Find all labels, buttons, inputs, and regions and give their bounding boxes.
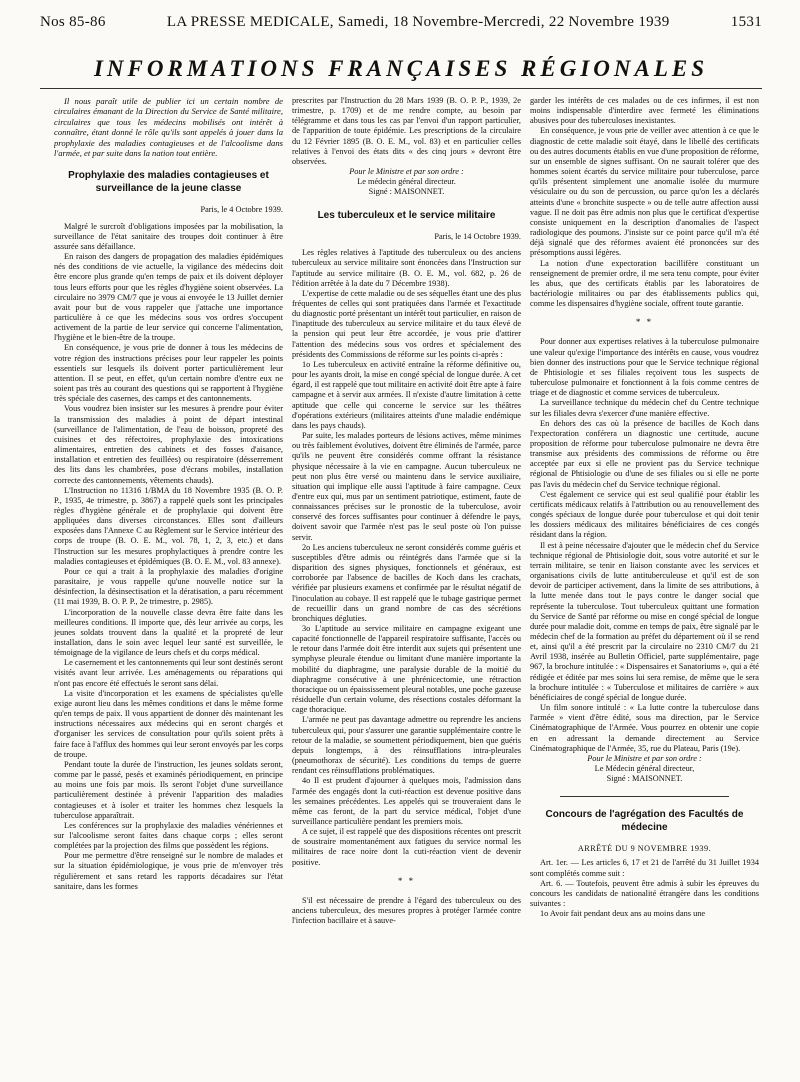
paragraph: Les conférences sur la prophylaxie des maladies vénériennes et sur l'alcoolisme seront faites dans chaque corps ; elles seront complétées par la projection des films que possèdent les régions. <box>54 820 283 851</box>
section-heading: INFORMATIONS FRANÇAISES RÉGIONALES <box>40 56 762 89</box>
paragraph: Par suite, les malades porteurs de lésions actives, même minimes ou très faiblement évolutives, doivent être éliminés de l'armée, parce qu'ils ne peuvent être considérés comme offrant la résistance physique nécessaire à la vie en campagne. Aucun tuberculeux ne peut non plus être versé ou maintenu dans le service auxiliaire, situation qui implique elle aussi l'aptitude à faire campagne. Ceux d'entre eux qui, mus par un sentiment patriotique, estiment, faute de connaissances précises sur le pronostic de la tuberculose, avoir conservé des forces suffisantes pour continuer à défendre le pays, doivent savoir que l'armée n'est pas le seul poste où l'on puisse servir. <box>292 431 521 542</box>
paragraph: Un film sonore intitulé : « La lutte contre la tuberculose dans l'armée » vient d'être édité, sous ma direction, par le Service Cinématographique de l'Armée. Vous pourrez en obtenir une copie en en adressant la demande directement au Service Cinématographique de l'Armée, 35, rue du Plateau, Paris (19e). <box>530 703 759 753</box>
paragraph: 4o Il est prudent d'ajourner à quelques mois, l'admission dans l'armée des engagés dont la cuti-réaction est devenue positive dans les semaines précédentes. Les appelés qui se trouveraient dans le même cas feront, de la part du service médical, l'objet d'une surveillance particulière pendant les premiers mois. <box>292 776 521 826</box>
dateline: Paris, le 14 Octobre 1939. <box>434 232 521 242</box>
paragraph: Pour me permettre d'être renseigné sur le nombre de malades et sur la situation épidémiologique, je vous prie de m'envoyer très régulièrement et sans retard les rapports décadaires sur l'état sanitaire, dans les formes <box>54 851 283 891</box>
paragraph: 1o Avoir fait pendant deux ans au moins dans une <box>540 909 706 919</box>
issue-number: Nos 85-86 <box>40 14 106 30</box>
paragraph: Pendant toute la durée de l'instruction, les jeunes soldats seront, comme par le passé, pesés et examinés périodiquement, en principe au moins une fois par mois. Ils seront l'objet d'une surveillance particulièrement destinée à prévenir l'apparition des maladies contagieuses et à isoler et traiter les hommes chez lesquels la tuberculose apparaîtrait. <box>54 759 283 820</box>
signature-name: Signé : MAISONNET. <box>606 774 683 784</box>
paragraph: garder les intérêts de ces malades ou de ces infirmes, il est non moins indispensable d'interdire avec fermeté les éliminations abusives pour des tuberculoses inexistantes. <box>530 96 759 126</box>
paragraph: Vous voudrez bien insister sur les mesures à prendre pour éviter la transmission des maladies à point de départ intestinal (surveillance de l'alimentation, de l'eau de boisson, propreté des cuisines et des réfectoires, prophylaxie des intoxications alimentaires, entretien des cabinets et des fosses d'aisance, installation et entretien des feuillées) ou respiratoire (désserrement des lits dans les chambrées, pose d'écrans mobiles, installation correcte des cantonnements, vêtements chauds). <box>54 404 283 485</box>
paragraph: Malgré le surcroît d'obligations imposées par la mobilisation, la surveillance de l'état sanitaire des troupes doit continuer à être assurée sans défaillance. <box>54 221 283 251</box>
paragraph: La visite d'incorporation et les examens de spécialistes qu'elle exige auront lieu dans les mêmes conditions et dans le même forme qu'en temps de paix. Il vous appartient de donner dès maintenant les instructions nécessaires aux médecins qui en seront chargés et d'organiser les services de consultation pour qu'ils soient prêts à faire face à l'afflux des hommes qui leur seront envoyés par les corps de troupe. <box>54 688 283 759</box>
page-header <box>40 14 762 38</box>
divider <box>560 796 729 797</box>
paragraph: Art. 6. — Toutefois, peuvent être admis à subir les épreuves du concours les candidats de nationalité étrangère dans les conditions suivantes : <box>530 878 759 909</box>
column-1 <box>54 96 283 1071</box>
article-title-concours: Concours de l'agrégation des Facultés de médecine <box>545 809 744 833</box>
page-number: 1531 <box>730 14 762 30</box>
paragraph: Art. 1er. — Les articles 6, 17 et 21 de l'arrêté du 31 Juillet 1934 sont complétés comme suit : <box>530 858 759 878</box>
paragraph: L'expertise de cette maladie ou de ses séquelles étant une des plus fréquentes de celles qui sont pratiquées dans l'armée et l'exactitude du diagnostic porté présentant un intérêt tout particulier, en raison de l'inaptitude des tuberculeux au service militaire et du taux élevé de la pension qui peut leur être accordée, je vous prie d'attirer l'attention des médecins sous vos ordres et spécialement des présidents des Commissions de réforme sur les points ci-après : <box>292 288 521 359</box>
dateline: Paris, le 4 Octobre 1939. <box>200 205 283 215</box>
signature-line: Pour le Ministre et par son ordre : <box>587 753 702 763</box>
article-title-tuberculeux: Les tuberculeux et le service militaire <box>317 209 496 221</box>
paragraph: 3o L'aptitude au service militaire en campagne exigeant une capacité fonctionnelle de l'appareil respiratoire suffisante, l'accès ou le retour dans l'armée doit être interdit aux sujets qui présentent une symphyse pleurale étendue ou limitant d'une manière importante la mobilité du diaphragme, une paralysie durable de la moitié du diaphragme consécutive à une phrénicectomie, une rétraction thoracique ou un épaississement pleural notables, une poche gazeuse résiduelle d'un certain volume, des résections costales déformant la cage thoracique. <box>292 624 521 715</box>
paragraph: En conséquence, je vous prie de veiller avec attention à ce que le diagnostic de cette maladie soit étayé, dans le libellé des certificats ou des autres documents établis en vue d'une proposition de réforme, sur un ensemble de signes suffisant. On ne saurait tolérer que des hommes soient écartés du service militaire pour tuberculose, parce qu'ils présentent simplement une anomalie isolée du murmure vésiculaire ou du son de percussion, ou parce qu'on les a déclarés atteints d'une « bronchite suspecte » ou de telle autre affection aussi vague. Il ne doit pas être admis non plus que le certificat d'expertise consiste uniquement en la description d'anomalies de l'aspect radiologique des poumons. J'insiste sur ce point parce qu'il m'a été déjà signalé que des réformes avaient été prononcées sur des présomptions aussi légères. <box>530 126 759 258</box>
paragraph: Pour ce qui a trait à la prophylaxie des maladies d'origine parasitaire, je vous rappelle qu'une nouvelle notice sur la désinfection, la désinsectisation et la dératisation, a paru récemment (11 mai 1939, B. O. P. P., 2e trimestre, p. 2985). <box>54 566 283 607</box>
signature-line: Pour le Ministre et par son ordre : <box>349 167 464 177</box>
paragraph: La surveillance technique du médecin chef du Centre technique sur les filiales devra s'exercer d'une manière effective. <box>530 398 759 418</box>
signature-line: Le médecin général directeur. <box>357 177 456 187</box>
paragraph: prescrites par l'Instruction du 28 Mars 1939 (B. O. P. P., 1939, 2e trimestre, p. 1709) et de me rendre compte, au besoin par télégramme et dans tous les cas par l'envoi d'un rapport particulier, de l'apparition de toute épidémie. Les prescriptions de la circulaire du 12 Février 1895 (B. O. E. M., vol. 83) et en particulier celles relatives à l'envoi des états dits « des cinq jours » devront être observées. <box>292 96 521 166</box>
paragraph: 2o Les anciens tuberculeux ne seront considérés comme guéris et susceptibles d'être admis ou réintégrés dans l'armée que si la disparition des signes physiques, fonctionnels et généraux, est corroborée par l'absence de bacilles de Koch dans les crachats, vérifiée par plusieurs examens et confirmée par le résultat négatif de l'inoculation au cobaye. Il est rappelé que le tubage gastrique permet de recueillir dans un grand nombre de cas des sécrétions bronchiques dégluties. <box>292 542 521 623</box>
signature-line: Le Médecin général directeur, <box>594 764 695 773</box>
paragraph: S'il est nécessaire de prendre à l'égard des tuberculeux ou des anciens tuberculeux, des mesures propres à protéger l'armée contre l'infection bacillaire et à sauve- <box>292 895 521 926</box>
paragraph: L'armée ne peut pas davantage admettre ou reprendre les anciens tuberculeux qui, pour s'assurer une garantie supplémentaire contre le retour de la maladie, se soumettent périodiquement, bien que guéris depuis longtemps, à des réinsufflations intra-pleurales (pneumothorax de sécurité). Les conditions du temps de guerre rendant ces réinsufflations problématiques. <box>292 715 521 776</box>
paragraph: Il est à peine nécessaire d'ajouter que le médecin chef du Service technique régional de Phtisiologie doit, sous votre autorité et sur le terrain militaire, se tenir en liaison constante avec les services et organisations civils de lutte antituberculeuse et qu'il est de son devoir de participer activement, dans la limite de ses attributions, à la lutte menée dans tout le pays contre le danger social que représente la tuberculose. Tout tuberculeux quittant une formation du Service de Santé par réforme ou mise en congé spécial de longue durée pour maladie doit, comme en temps de paix, être signalé par le médecin chef de la formation au préfet du département où il se rend et, ainsi qu'il a été prescrit par la circulaire no 2310 CM/7 du 21 Avril 1938, insérée au Bulletin Officiel, parte supplémentaire, page 967, la brochure intitulée : « Dispensaires et Sanatoriums », qui a été rédigée et éditée par mes soins lui sera remise, de même que le sera la brochure intitulée : « Tuberculose et militaires de carrière » aux bénéficiaires de congé spécial de longue durée. <box>530 540 759 702</box>
signature-name: Signé : MAISONNET. <box>368 187 445 197</box>
paragraph: Les règles relatives à l'aptitude des tuberculeux ou des anciens tuberculeux au service militaire sont énoncées dans l'Instruction sur l'aptitude au service militaire (B. O. E. M., vol. 682, p. 26 de l'édition arrêtée à la date du 7 Décembre 1938). <box>292 248 521 288</box>
journal-title-date: LA PRESSE MEDICALE, Samedi, 18 Novembre-Mercredi, 22 Novembre 1939 <box>166 14 670 30</box>
column-3 <box>530 96 759 1071</box>
paragraph: En conséquence, je vous prie de donner à tous les médecins de votre région des instructions précises pour leur rappeler les points essentiels sur lesquels ils doivent porter particulièrement leur attention. Il se peut, en effet, qu'un certain nombre d'entre eux ne soient pas très au courant des questions qui se rapportent à l'hygiène très spéciale des casernes, des camps et des cantonnements. <box>54 343 283 404</box>
paragraph: Le casernement et les cantonnements qui leur sont destinés seront visités avant leur arrivée. Les aménagements ou réparations qui n'ont pas encore été effectués le seront sans délai. <box>54 658 283 688</box>
paragraph: L'Instruction no 11316 1/BMA du 18 Novembre 1935 (B. O. P. P., 1935, 4e trimestre, p. 3867) a rappelé quels sont les principales règles d'hygiène générale et de prophylaxie qui doivent être appliquées dans diverses circonstances. Elles sont d'ailleurs exposées dans l'Annexe C au Règlement sur le Service intérieur des corps de troupe (B. O. E. M., vol. 78, 1, 2, 3, etc.) et dans l'Instruction sur les mesures prophylactiques à prendre contre les maladies contagieuses et épidémiques (B. O. E. M., vol. 83 annexe). <box>54 485 283 566</box>
article-title-prophylaxie: Prophylaxie des maladies contagieuses et surveillance de la jeune classe <box>68 170 269 194</box>
paragraph: La notion d'une expectoration bacillifère constituant un renseignement de premier ordre, il me sera tenu compte, pour éviter les abus, que des certificats établis par les laboratoires de bactériologie militaires ou par des établissements publics qui, comme les dispensaires d'hygiène sociale, offrent toute garantie. <box>530 258 759 309</box>
paragraph: En dehors des cas où la présence de bacilles de Koch dans l'expectoration conférera un diagnostic une certitude, aucune proposition de réforme pour tuberculose pulmonaire ne devra être transmise aux présidents des commissions de réforme ou être acceptée par eux si elle ne provient pas du Service technique régional de Phtisiologie ou d'une de ses filiales ou si elle ne porte pas l'avis du médecin chef du Service technique régional. <box>530 418 759 489</box>
column-2 <box>292 96 521 1071</box>
article-columns <box>54 96 760 1071</box>
paragraph: C'est également ce service qui est seul qualifié pour établir les certificats médicaux relatifs à l'attribution ou au renouvellement des congés spéciaux de longue durée pour tuberculose et qui doit tenir les dossiers médicaux des militaires bénéficiaires de ces congés résidant dans la région. <box>530 489 759 540</box>
section-separator-stars: * * <box>635 317 654 328</box>
paragraph: 1o Les tuberculeux en activité entraîne la réforme définitive ou, pour les ayants droit, la mise en congé spécial de longue durée. A cet égard, il est rappelé que tout militaire en activité doit être apte à faire campagne et à servir aux armées. Il n'existe d'autre limitation à cette aptitude que celle qui concerne le service sur les théâtres d'opérations extérieurs (militaires atteints d'une maladie endémique dans les pays chauds). <box>292 359 521 430</box>
section-separator-stars: * * <box>397 875 416 886</box>
paragraph: Pour donner aux expertises relatives à la tuberculose pulmonaire une valeur qu'exige l'importance des intérêts en cause, vous voudrez bien donner des instructions pour que le Service technique régional de Phtisiologie et ses filiales reçoivent tous les suspects de tuberculose pulmonaire et fonctionnent à la fois comme centres de triage et de diagnostic et comme services de tuberculeux. <box>530 337 759 398</box>
paragraph: L'incorporation de la nouvelle classe devra être faite dans les meilleures conditions. Il importe que, dès leur arrivée au corps, les jeunes soldats trouvent dans la qualité et la propreté de leur installation, dans le soin avec lequel leur santé est surveillée, le témoignage de la vigilance de leurs chefs et du corps médical. <box>54 607 283 658</box>
editor-intro: Il nous paraît utile de publier ici un certain nombre de circulaires émanant de la Direction du Service de Santé militaire, circulaires que tous les médecins mobilisés ont intérêt à connaître, étant donné le rôle qu'ils sont appelés à jouer dans la prophylaxie des maladies contagieuses et de l'alcoolisme dans l'armée, et par suite dans la nation tout entière. <box>54 96 283 159</box>
decree-heading: ARRÊTÉ DU 9 NOVEMBRE 1939. <box>577 844 712 854</box>
paragraph: En raison des dangers de propagation des maladies épidémiques nés des conditions de vie actuelle, la vigilance des médecins doit être encore plus grande qu'en temps de paix et ils doivent déployer tous leurs efforts pour que les règles d'hygiène soient observées. La circulaire no 3979 CM/7 que je vous ai envoyée le 13 Juillet dernier avait pour but de vous rappeler que j'attache une importance particulière à ce que les médecins sous vos ordres s'occupent activement de la partie de leur service qui concerne l'alimentation, l'hygiène et le bien-être de la troupe. <box>54 252 283 343</box>
paragraph: A ce sujet, il est rappelé que des dispositions récentes ont prescrit de soustraire momentanément aux fatigues du service normal les militaires de race noire dont la cuti-réaction vient de devenir positive. <box>292 827 521 867</box>
